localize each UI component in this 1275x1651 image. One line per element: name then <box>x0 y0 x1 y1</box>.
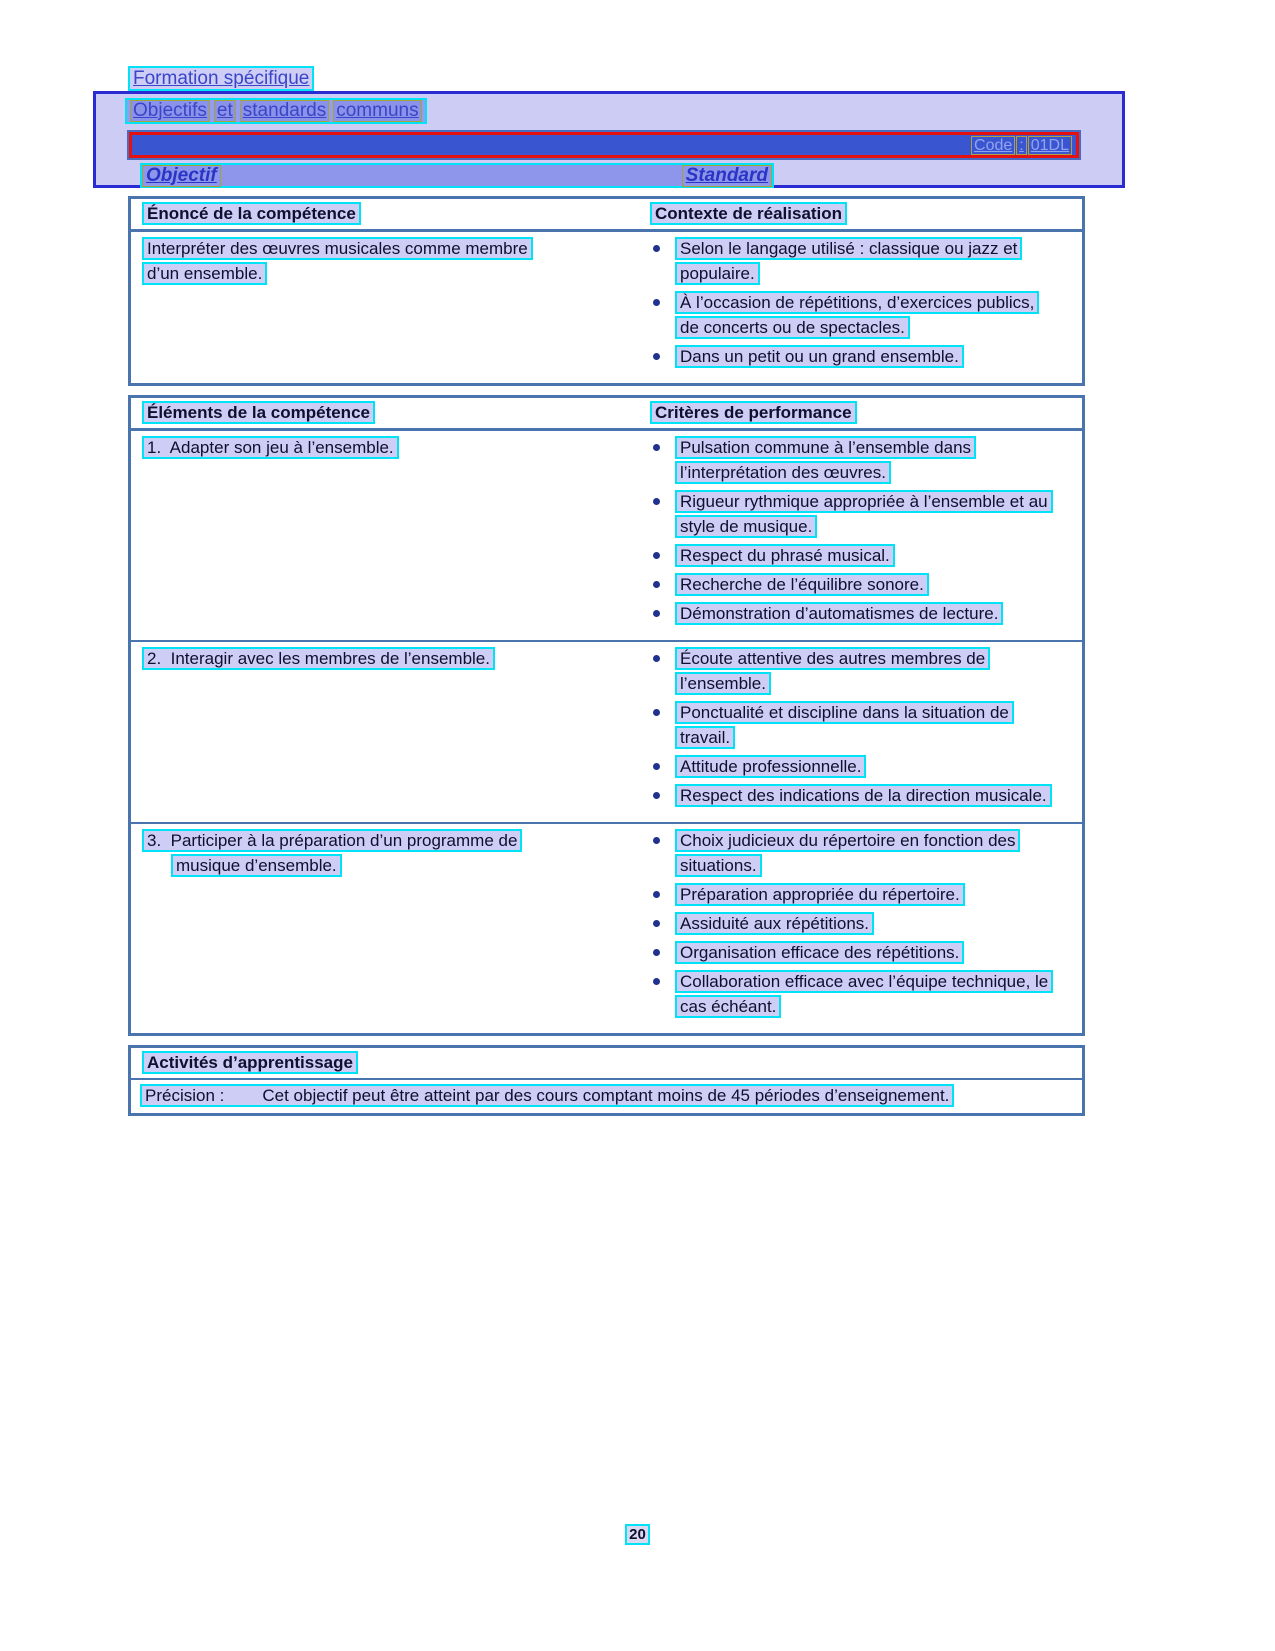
tables-container <box>128 196 1085 1125</box>
bullet-icon <box>653 978 660 985</box>
enonce-header: Énoncé de la compétence <box>142 202 361 225</box>
table-row <box>131 822 1082 1033</box>
column-header-band <box>140 163 774 188</box>
list-item <box>650 829 1080 879</box>
statement-line: Interpréter des œuvres musicales comme membre <box>142 237 533 260</box>
objectif-column-header: Objectif <box>142 165 221 187</box>
precision-row <box>131 1078 1082 1113</box>
bullet-text: populaire. <box>675 262 760 285</box>
table-competence-header-row <box>131 199 1082 232</box>
list-item <box>650 602 1080 627</box>
bullet-text: Collaboration efficace avec l’équipe technique, le <box>675 970 1053 993</box>
bullet-icon <box>653 299 660 306</box>
page-number-container <box>0 1524 1275 1545</box>
breadcrumb <box>128 66 314 91</box>
code-label: Code <box>971 136 1015 155</box>
bullet-text: Assiduité aux répétitions. <box>675 912 874 935</box>
bullet-icon <box>653 552 660 559</box>
bullet-icon <box>653 709 660 716</box>
list-item <box>650 345 1080 370</box>
bullet-icon <box>653 792 660 799</box>
element-item-line: 2. Interagir avec les membres de l’ensemble. <box>142 647 495 670</box>
bullet-icon <box>653 920 660 927</box>
bullet-icon <box>653 498 660 505</box>
bullet-icon <box>653 891 660 898</box>
bullet-text: Écoute attentive des autres membres de <box>675 647 990 670</box>
table-activities-header-row <box>131 1048 1082 1078</box>
table-elements-header-row <box>131 398 1082 431</box>
list-item <box>650 291 1080 341</box>
bullet-icon <box>653 837 660 844</box>
code-value: 01DL <box>1028 136 1072 155</box>
list-item <box>650 970 1080 1020</box>
bullet-text: Rigueur rythmique appropriée à l’ensemble et au <box>675 490 1053 513</box>
breadcrumb-link[interactable]: Formation spécifique <box>128 66 314 91</box>
list-item <box>650 941 1080 966</box>
list-item <box>650 701 1080 751</box>
table-row <box>131 640 1082 822</box>
list-item <box>650 755 1080 780</box>
bullet-text: situations. <box>675 854 762 877</box>
elements-header: Éléments de la compétence <box>142 401 375 424</box>
precision-text: Cet objectif peut être atteint par des cours comptant moins de 45 périodes d’enseignement. <box>262 1086 950 1105</box>
element-item-line: musique d’ensemble. <box>171 854 342 877</box>
bullet-icon <box>653 581 660 588</box>
top-section-box <box>93 91 1125 188</box>
bullet-text: Pulsation commune à l’ensemble dans <box>675 436 976 459</box>
bullet-text: Respect du phrasé musical. <box>675 544 895 567</box>
bullet-text: À l’occasion de répétitions, d’exercices publics, <box>675 291 1039 314</box>
bullet-icon <box>653 949 660 956</box>
list-item <box>650 647 1080 697</box>
bullet-text: Ponctualité et discipline dans la situation de <box>675 701 1014 724</box>
bullet-icon <box>653 763 660 770</box>
bullet-text: Attitude professionnelle. <box>675 755 866 778</box>
table-activities <box>128 1045 1085 1116</box>
bullet-text: Dans un petit ou un grand ensemble. <box>675 345 964 368</box>
list-item <box>650 237 1080 287</box>
list-item <box>650 490 1080 540</box>
bullet-text: Organisation efficace des répétitions. <box>675 941 964 964</box>
precision-line <box>140 1084 954 1107</box>
bullet-text: Choix judicieux du répertoire en fonction des <box>675 829 1020 852</box>
element-item-line: 3. Participer à la préparation d’un programme de <box>142 829 522 852</box>
code-separator: : <box>1016 136 1026 155</box>
bullet-text: Recherche de l’équilibre sonore. <box>675 573 929 596</box>
code-bar <box>129 132 1079 158</box>
section-title-word[interactable]: et <box>214 100 236 122</box>
bullet-text: travail. <box>675 726 735 749</box>
bullet-text: Respect des indications de la direction musicale. <box>675 784 1052 807</box>
bullet-text: l’ensemble. <box>675 672 771 695</box>
bullet-icon <box>653 444 660 451</box>
section-title-word[interactable]: communs <box>333 100 421 122</box>
bullet-text: Démonstration d’automatismes de lecture. <box>675 602 1003 625</box>
list-item <box>650 544 1080 569</box>
bullet-text: l’interprétation des œuvres. <box>675 461 891 484</box>
bullet-icon <box>653 655 660 662</box>
bullet-text: Selon le langage utilisé : classique ou jazz et <box>675 237 1022 260</box>
list-item <box>650 784 1080 809</box>
section-title-word[interactable]: standards <box>240 100 329 122</box>
list-item <box>650 436 1080 486</box>
bullet-text: de concerts ou de spectacles. <box>675 316 910 339</box>
list-item <box>650 912 1080 937</box>
table-elements <box>128 395 1085 1036</box>
table-competence <box>128 196 1085 386</box>
page-number: 20 <box>625 1524 650 1545</box>
bullet-text: style de musique. <box>675 515 817 538</box>
table-row <box>131 431 1082 640</box>
list-item <box>650 573 1080 598</box>
criteres-header: Critères de performance <box>650 401 857 424</box>
bullet-icon <box>653 610 660 617</box>
section-title <box>125 98 427 124</box>
activities-header: Activités d’apprentissage <box>142 1051 358 1074</box>
bullet-text: cas échéant. <box>675 995 781 1018</box>
element-item-line: 1. Adapter son jeu à l’ensemble. <box>142 436 399 459</box>
bullet-icon <box>653 353 660 360</box>
table-row <box>131 232 1082 383</box>
contexte-header: Contexte de réalisation <box>650 202 847 225</box>
precision-label: Précision : <box>145 1086 225 1105</box>
standard-column-header: Standard <box>682 165 772 187</box>
bullet-text: Préparation appropriée du répertoire. <box>675 883 965 906</box>
list-item <box>650 883 1080 908</box>
bullet-icon <box>653 245 660 252</box>
statement-line: d’un ensemble. <box>142 262 267 285</box>
section-title-word[interactable]: Objectifs <box>130 100 210 122</box>
